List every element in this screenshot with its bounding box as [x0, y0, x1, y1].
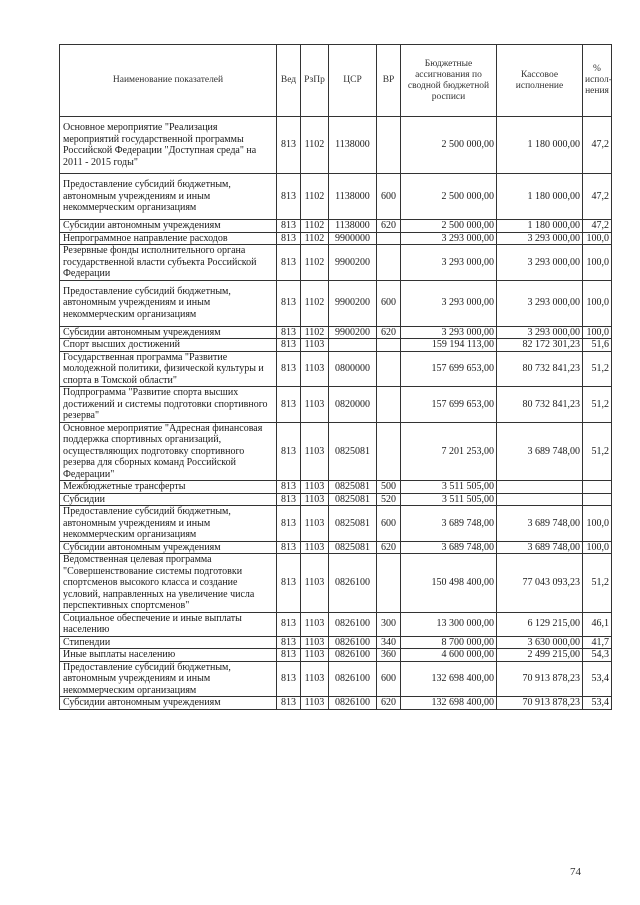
cell-pct: [583, 481, 612, 494]
cell-vr: [377, 245, 401, 281]
cell-cash: 3 689 748,00: [497, 422, 583, 481]
cell-budget: 3 511 505,00: [401, 493, 497, 506]
table-row: [60, 612, 612, 636]
table-row: [60, 506, 612, 542]
cell-name: Субсидии автономным учреждениям: [60, 697, 277, 710]
cell-csr: 0800000: [329, 351, 377, 387]
cell-name: Субсидии автономным учреждениям: [60, 541, 277, 554]
cell-csr: 0820000: [329, 387, 377, 423]
cell-pct: 51,2: [583, 422, 612, 481]
cell-ved: 813: [277, 245, 301, 281]
cell-csr: 0825081: [329, 493, 377, 506]
cell-csr: 9900200: [329, 245, 377, 281]
cell-ved: 813: [277, 422, 301, 481]
cell-name: Резервные фонды исполнительного органа государственной власти субъекта Российской Федерации: [60, 245, 277, 281]
cell-ved: 813: [277, 506, 301, 542]
cell-vr: 600: [377, 506, 401, 542]
cell-budget: 3 511 505,00: [401, 481, 497, 494]
cell-vr: [377, 339, 401, 352]
cell-rzpr: 1103: [301, 697, 329, 710]
cell-budget: 2 500 000,00: [401, 220, 497, 233]
table-row: [60, 649, 612, 662]
cell-rzpr: 1102: [301, 220, 329, 233]
cell-rzpr: 1103: [301, 351, 329, 387]
cell-cash: 3 293 000,00: [497, 280, 583, 326]
cell-csr: 0826100: [329, 649, 377, 662]
cell-vr: 500: [377, 481, 401, 494]
cell-ved: 813: [277, 649, 301, 662]
cell-csr: 1138000: [329, 117, 377, 174]
cell-ved: 813: [277, 697, 301, 710]
table-row: [60, 541, 612, 554]
cell-pct: 47,2: [583, 174, 612, 220]
budget-table-container: [59, 44, 612, 710]
cell-vr: 620: [377, 326, 401, 339]
cell-ved: 813: [277, 117, 301, 174]
cell-name: Стипендии: [60, 636, 277, 649]
cell-cash: 70 913 878,23: [497, 661, 583, 697]
cell-cash: 1 180 000,00: [497, 117, 583, 174]
cell-vr: 600: [377, 661, 401, 697]
cell-budget: 159 194 113,00: [401, 339, 497, 352]
table-row: [60, 493, 612, 506]
table-row: [60, 232, 612, 245]
table-row: [60, 387, 612, 423]
cell-name: Предоставление субсидий бюджетным, автономным учреждениям и иным некоммерческим организациям: [60, 280, 277, 326]
cell-ved: 813: [277, 493, 301, 506]
cell-pct: 53,4: [583, 661, 612, 697]
cell-ved: 813: [277, 326, 301, 339]
table-row: [60, 280, 612, 326]
cell-name: Предоставление субсидий бюджетным, автономным учреждениям и иным некоммерческим организациям: [60, 506, 277, 542]
cell-vr: 520: [377, 493, 401, 506]
cell-cash: 3 630 000,00: [497, 636, 583, 649]
cell-csr: 1138000: [329, 174, 377, 220]
cell-pct: 100,0: [583, 506, 612, 542]
table-row: [60, 697, 612, 710]
cell-rzpr: 1103: [301, 649, 329, 662]
table-row: [60, 174, 612, 220]
cell-cash: 80 732 841,23: [497, 351, 583, 387]
cell-ved: 813: [277, 339, 301, 352]
cell-csr: 0825081: [329, 506, 377, 542]
cell-vr: [377, 422, 401, 481]
cell-cash: 1 180 000,00: [497, 220, 583, 233]
cell-csr: 0826100: [329, 636, 377, 649]
cell-vr: 600: [377, 174, 401, 220]
cell-vr: [377, 117, 401, 174]
cell-budget: 3 293 000,00: [401, 280, 497, 326]
cell-pct: 46,1: [583, 612, 612, 636]
table-row: [60, 326, 612, 339]
cell-cash: 6 129 215,00: [497, 612, 583, 636]
header-ved: Вед: [277, 45, 301, 117]
cell-budget: 13 300 000,00: [401, 612, 497, 636]
cell-cash: 80 732 841,23: [497, 387, 583, 423]
cell-pct: 47,2: [583, 220, 612, 233]
cell-pct: 100,0: [583, 280, 612, 326]
cell-pct: 51,6: [583, 339, 612, 352]
cell-csr: 9900200: [329, 280, 377, 326]
cell-ved: 813: [277, 351, 301, 387]
cell-vr: 300: [377, 612, 401, 636]
cell-budget: 3 293 000,00: [401, 245, 497, 281]
cell-vr: 620: [377, 541, 401, 554]
cell-pct: 100,0: [583, 245, 612, 281]
cell-ved: 813: [277, 220, 301, 233]
cell-rzpr: 1102: [301, 245, 329, 281]
cell-csr: 0825081: [329, 422, 377, 481]
cell-vr: [377, 351, 401, 387]
cell-pct: [583, 493, 612, 506]
cell-pct: 47,2: [583, 117, 612, 174]
cell-csr: 1138000: [329, 220, 377, 233]
cell-vr: 600: [377, 280, 401, 326]
header-vr: ВР: [377, 45, 401, 117]
cell-budget: 157 699 653,00: [401, 387, 497, 423]
cell-pct: 51,2: [583, 554, 612, 613]
table-row: [60, 422, 612, 481]
cell-rzpr: 1103: [301, 493, 329, 506]
cell-budget: 3 293 000,00: [401, 232, 497, 245]
cell-budget: 3 293 000,00: [401, 326, 497, 339]
cell-csr: 0826100: [329, 554, 377, 613]
cell-name: Основное мероприятие "Реализация мероприятий государственной программы Российской Федерации "Доступная среда" на 2011 - 2015 годы": [60, 117, 277, 174]
cell-name: Предоставление субсидий бюджетным, автономным учреждениям и иным некоммерческим организациям: [60, 661, 277, 697]
cell-csr: 0825081: [329, 481, 377, 494]
cell-pct: 100,0: [583, 232, 612, 245]
cell-cash: 1 180 000,00: [497, 174, 583, 220]
cell-budget: 3 689 748,00: [401, 506, 497, 542]
cell-csr: 0825081: [329, 541, 377, 554]
cell-rzpr: 1103: [301, 554, 329, 613]
cell-rzpr: 1102: [301, 280, 329, 326]
header-csr: ЦСР: [329, 45, 377, 117]
cell-pct: 54,3: [583, 649, 612, 662]
cell-csr: [329, 339, 377, 352]
cell-ved: 813: [277, 174, 301, 220]
cell-ved: 813: [277, 387, 301, 423]
cell-rzpr: 1103: [301, 387, 329, 423]
cell-ved: 813: [277, 661, 301, 697]
cell-name: Основное мероприятие "Адресная финансовая поддержка спортивных организаций, осуществляющих подготовку спортивного резерва для сборных команд Российской Федерации": [60, 422, 277, 481]
cell-pct: 41,7: [583, 636, 612, 649]
cell-pct: 100,0: [583, 541, 612, 554]
header-budget: Бюджетные ассигнования по сводной бюджетной росписи: [401, 45, 497, 117]
cell-vr: [377, 554, 401, 613]
cell-rzpr: 1103: [301, 422, 329, 481]
cell-vr: 620: [377, 220, 401, 233]
cell-vr: 360: [377, 649, 401, 662]
cell-budget: 2 500 000,00: [401, 117, 497, 174]
header-name: Наименование показателей: [60, 45, 277, 117]
cell-ved: 813: [277, 541, 301, 554]
cell-rzpr: 1102: [301, 174, 329, 220]
table-row: [60, 481, 612, 494]
page-number: 74: [570, 866, 581, 878]
table-row: [60, 554, 612, 613]
cell-pct: 51,2: [583, 387, 612, 423]
cell-name: Иные выплаты населению: [60, 649, 277, 662]
cell-budget: 4 600 000,00: [401, 649, 497, 662]
cell-budget: 8 700 000,00: [401, 636, 497, 649]
cell-ved: 813: [277, 554, 301, 613]
table-row: [60, 339, 612, 352]
cell-pct: 100,0: [583, 326, 612, 339]
header-rzpr: РзПр: [301, 45, 329, 117]
cell-ved: 813: [277, 280, 301, 326]
cell-vr: [377, 232, 401, 245]
cell-cash: 77 043 093,23: [497, 554, 583, 613]
header-row: [60, 45, 612, 117]
cell-name: Государственная программа "Развитие молодежной политики, физической культуры и спорта в Томской области": [60, 351, 277, 387]
cell-ved: 813: [277, 232, 301, 245]
cell-name: Субсидии автономным учреждениям: [60, 326, 277, 339]
cell-name: Спорт высших достижений: [60, 339, 277, 352]
cell-cash: 3 293 000,00: [497, 232, 583, 245]
cell-csr: 0826100: [329, 612, 377, 636]
cell-vr: [377, 387, 401, 423]
cell-budget: 150 498 400,00: [401, 554, 497, 613]
cell-vr: 620: [377, 697, 401, 710]
cell-rzpr: 1103: [301, 636, 329, 649]
cell-vr: 340: [377, 636, 401, 649]
table-body: [60, 117, 612, 710]
cell-name: Межбюджетные трансферты: [60, 481, 277, 494]
cell-budget: 132 698 400,00: [401, 661, 497, 697]
cell-name: Социальное обеспечение и иные выплаты населению: [60, 612, 277, 636]
cell-name: Предоставление субсидий бюджетным, автономным учреждениям и иным некоммерческим организациям: [60, 174, 277, 220]
cell-cash: [497, 493, 583, 506]
cell-rzpr: 1102: [301, 117, 329, 174]
cell-csr: 0826100: [329, 661, 377, 697]
cell-csr: 9900000: [329, 232, 377, 245]
cell-name: Непрограммное направление расходов: [60, 232, 277, 245]
cell-cash: 3 293 000,00: [497, 326, 583, 339]
cell-rzpr: 1103: [301, 481, 329, 494]
cell-cash: 3 689 748,00: [497, 506, 583, 542]
cell-cash: 2 499 215,00: [497, 649, 583, 662]
cell-cash: 3 689 748,00: [497, 541, 583, 554]
cell-rzpr: 1103: [301, 506, 329, 542]
table-row: [60, 245, 612, 281]
cell-cash: 70 913 878,23: [497, 697, 583, 710]
cell-pct: 53,4: [583, 697, 612, 710]
table-row: [60, 661, 612, 697]
cell-name: Подпрограмма "Развитие спорта высших достижений и системы подготовки спортивного резерва": [60, 387, 277, 423]
cell-rzpr: 1103: [301, 339, 329, 352]
header-cash: Кассовое исполнение: [497, 45, 583, 117]
cell-rzpr: 1103: [301, 541, 329, 554]
table-row: [60, 220, 612, 233]
cell-rzpr: 1103: [301, 661, 329, 697]
table-row: [60, 117, 612, 174]
cell-ved: 813: [277, 481, 301, 494]
cell-ved: 813: [277, 612, 301, 636]
cell-name: Ведомственная целевая программа "Совершенствование системы подготовки спортсменов высокого класса и создание условий, направленных на увеличение числа перспективных спортсменов": [60, 554, 277, 613]
table-row: [60, 636, 612, 649]
cell-ved: 813: [277, 636, 301, 649]
table-row: [60, 351, 612, 387]
cell-budget: 157 699 653,00: [401, 351, 497, 387]
cell-rzpr: 1102: [301, 232, 329, 245]
cell-pct: 51,2: [583, 351, 612, 387]
cell-name: Субсидии автономным учреждениям: [60, 220, 277, 233]
cell-cash: 3 293 000,00: [497, 245, 583, 281]
cell-budget: 3 689 748,00: [401, 541, 497, 554]
cell-cash: 82 172 301,23: [497, 339, 583, 352]
cell-csr: 9900200: [329, 326, 377, 339]
cell-rzpr: 1103: [301, 612, 329, 636]
cell-name: Субсидии: [60, 493, 277, 506]
header-pct: % испол-нения: [583, 45, 612, 117]
budget-execution-table: [59, 44, 612, 710]
cell-budget: 7 201 253,00: [401, 422, 497, 481]
cell-rzpr: 1102: [301, 326, 329, 339]
cell-budget: 2 500 000,00: [401, 174, 497, 220]
cell-cash: [497, 481, 583, 494]
cell-budget: 132 698 400,00: [401, 697, 497, 710]
cell-csr: 0826100: [329, 697, 377, 710]
